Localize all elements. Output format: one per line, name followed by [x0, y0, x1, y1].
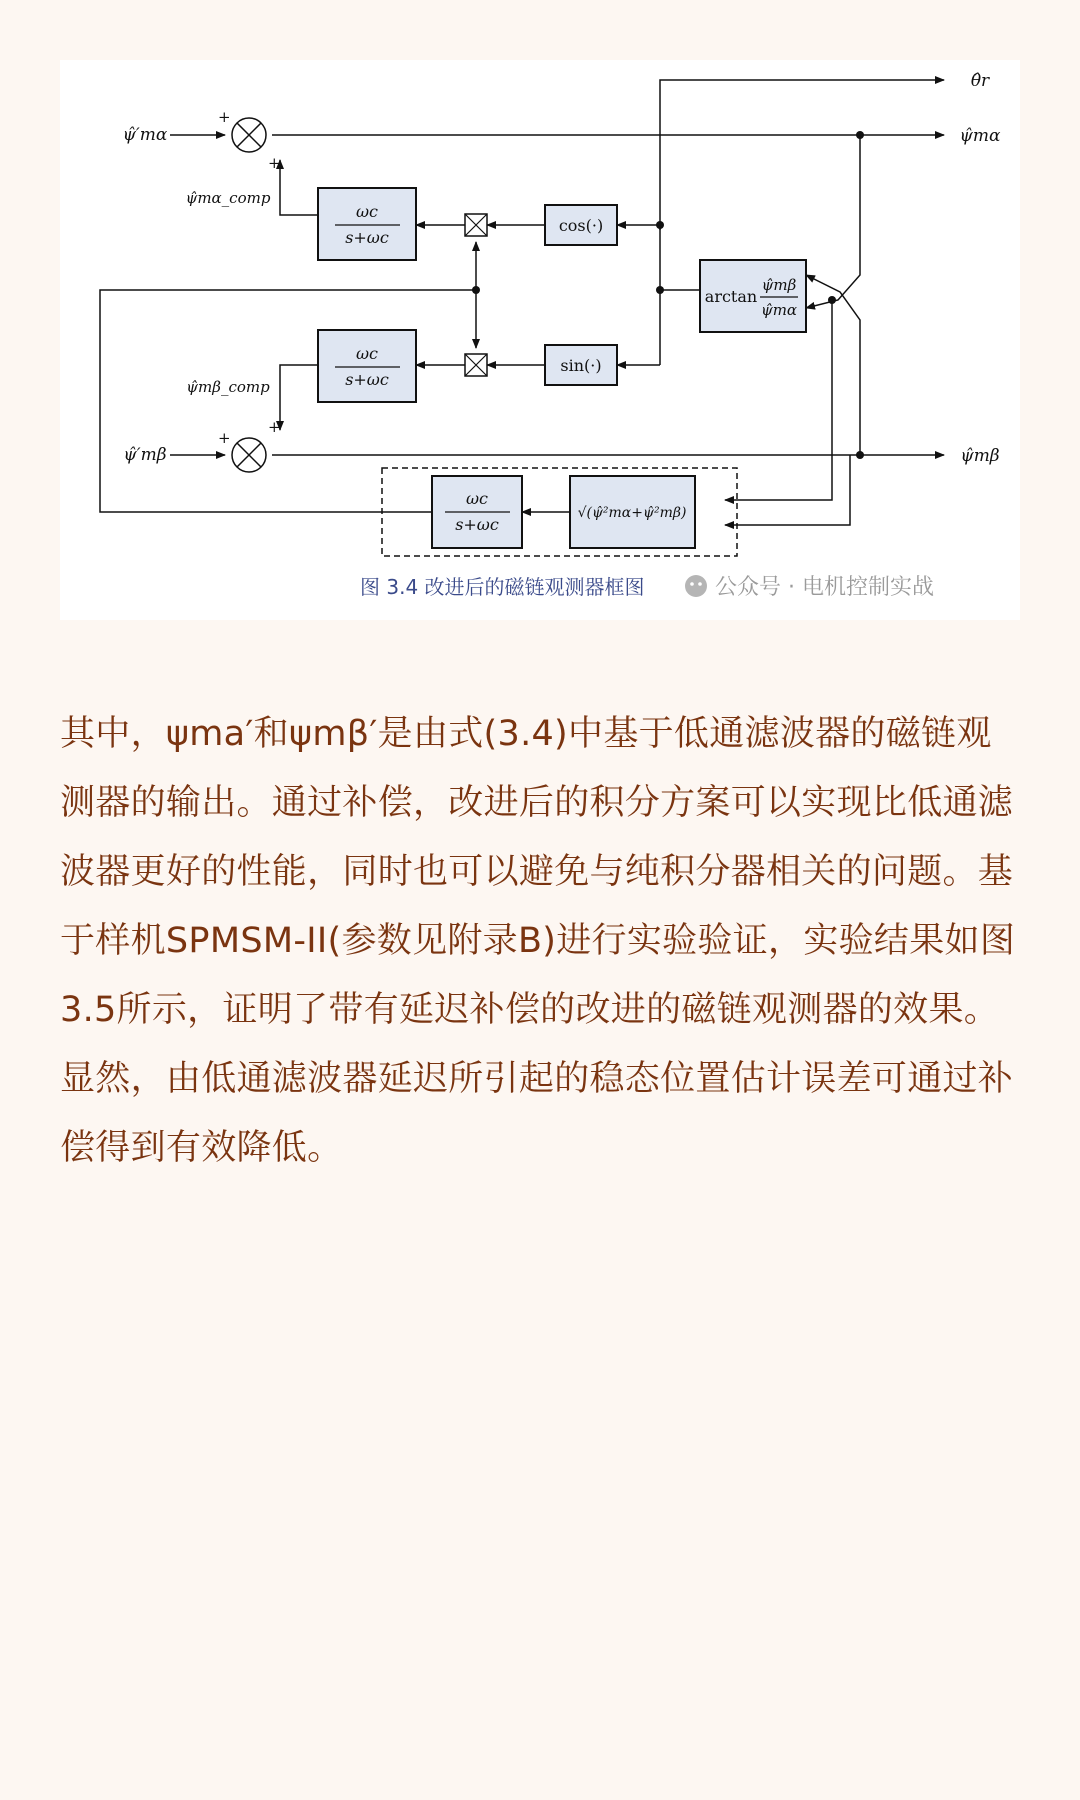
lpf-magnitude-numerator: ωc	[465, 489, 489, 508]
input-beta-label: ψ̂′mβ	[123, 445, 167, 465]
multiplier-beta	[465, 354, 487, 376]
arctan-label: arctan	[704, 287, 758, 306]
lpf-beta-denominator: s+ωc	[345, 370, 389, 389]
lpf-alpha-numerator: ωc	[355, 202, 379, 221]
lpf-block-alpha	[318, 188, 416, 260]
body-paragraph: 其中，ψma′和ψmβ′是由式(3.4)中基于低通滤波器的磁链观测器的输出。通过补偿，改进后的积分方案可以实现比低通滤波器更好的性能，同时也可以避免与纯积分器相关的问题。基于样机SPMSM-II(参数见附录B)进行实验验证，实验结果如图3.5所示，证明了带有延迟补偿的改进的磁链观测器的效果。显然，由低通滤波器延迟所引起的稳态位置估计误差可通过补偿得到有效降低。	[60, 714, 1016, 1168]
cos-label: cos(·)	[558, 216, 604, 235]
lpf-block-beta	[318, 330, 416, 402]
figure-caption: 图 3.4 改进后的磁链观测器框图	[360, 575, 645, 599]
flux-observer-block-diagram	[60, 60, 1020, 620]
lpf-magnitude-denominator: s+ωc	[455, 515, 499, 534]
output-theta-label: θ̂r	[970, 71, 990, 91]
comp-beta-label: ψ̂mβ_comp	[186, 378, 270, 396]
plus-sign-beta-top: +	[218, 429, 231, 447]
input-alpha-label: ψ̂′mα	[122, 125, 168, 145]
output-beta-label: ψ̂mβ	[960, 446, 1000, 466]
comp-alpha-label: ψ̂mα_comp	[185, 189, 271, 207]
plus-sign-alpha-top: +	[218, 108, 231, 126]
multiplier-alpha	[465, 214, 487, 236]
watermark	[685, 575, 934, 600]
sin-label: sin(·)	[560, 356, 602, 375]
lpf-alpha-denominator: s+ωc	[345, 228, 389, 247]
arctan-numerator: ψ̂mβ	[761, 276, 797, 294]
watermark-text: 公众号 · 电机控制实战	[715, 575, 934, 600]
output-alpha-label: ψ̂mα	[959, 126, 1001, 146]
lpf-beta-numerator: ωc	[355, 344, 379, 363]
arctan-denominator: ψ̂mα	[760, 301, 798, 319]
plus-sign-alpha-side: +	[268, 154, 281, 172]
sum-junction-alpha	[232, 118, 266, 152]
block-diagram-figure	[60, 60, 1020, 620]
plus-sign-beta-side: +	[268, 418, 281, 436]
magnitude-label: √(ψ̂²mα+ψ̂²mβ)	[577, 505, 687, 521]
wechat-icon	[685, 575, 707, 597]
sum-junction-beta	[232, 438, 266, 472]
